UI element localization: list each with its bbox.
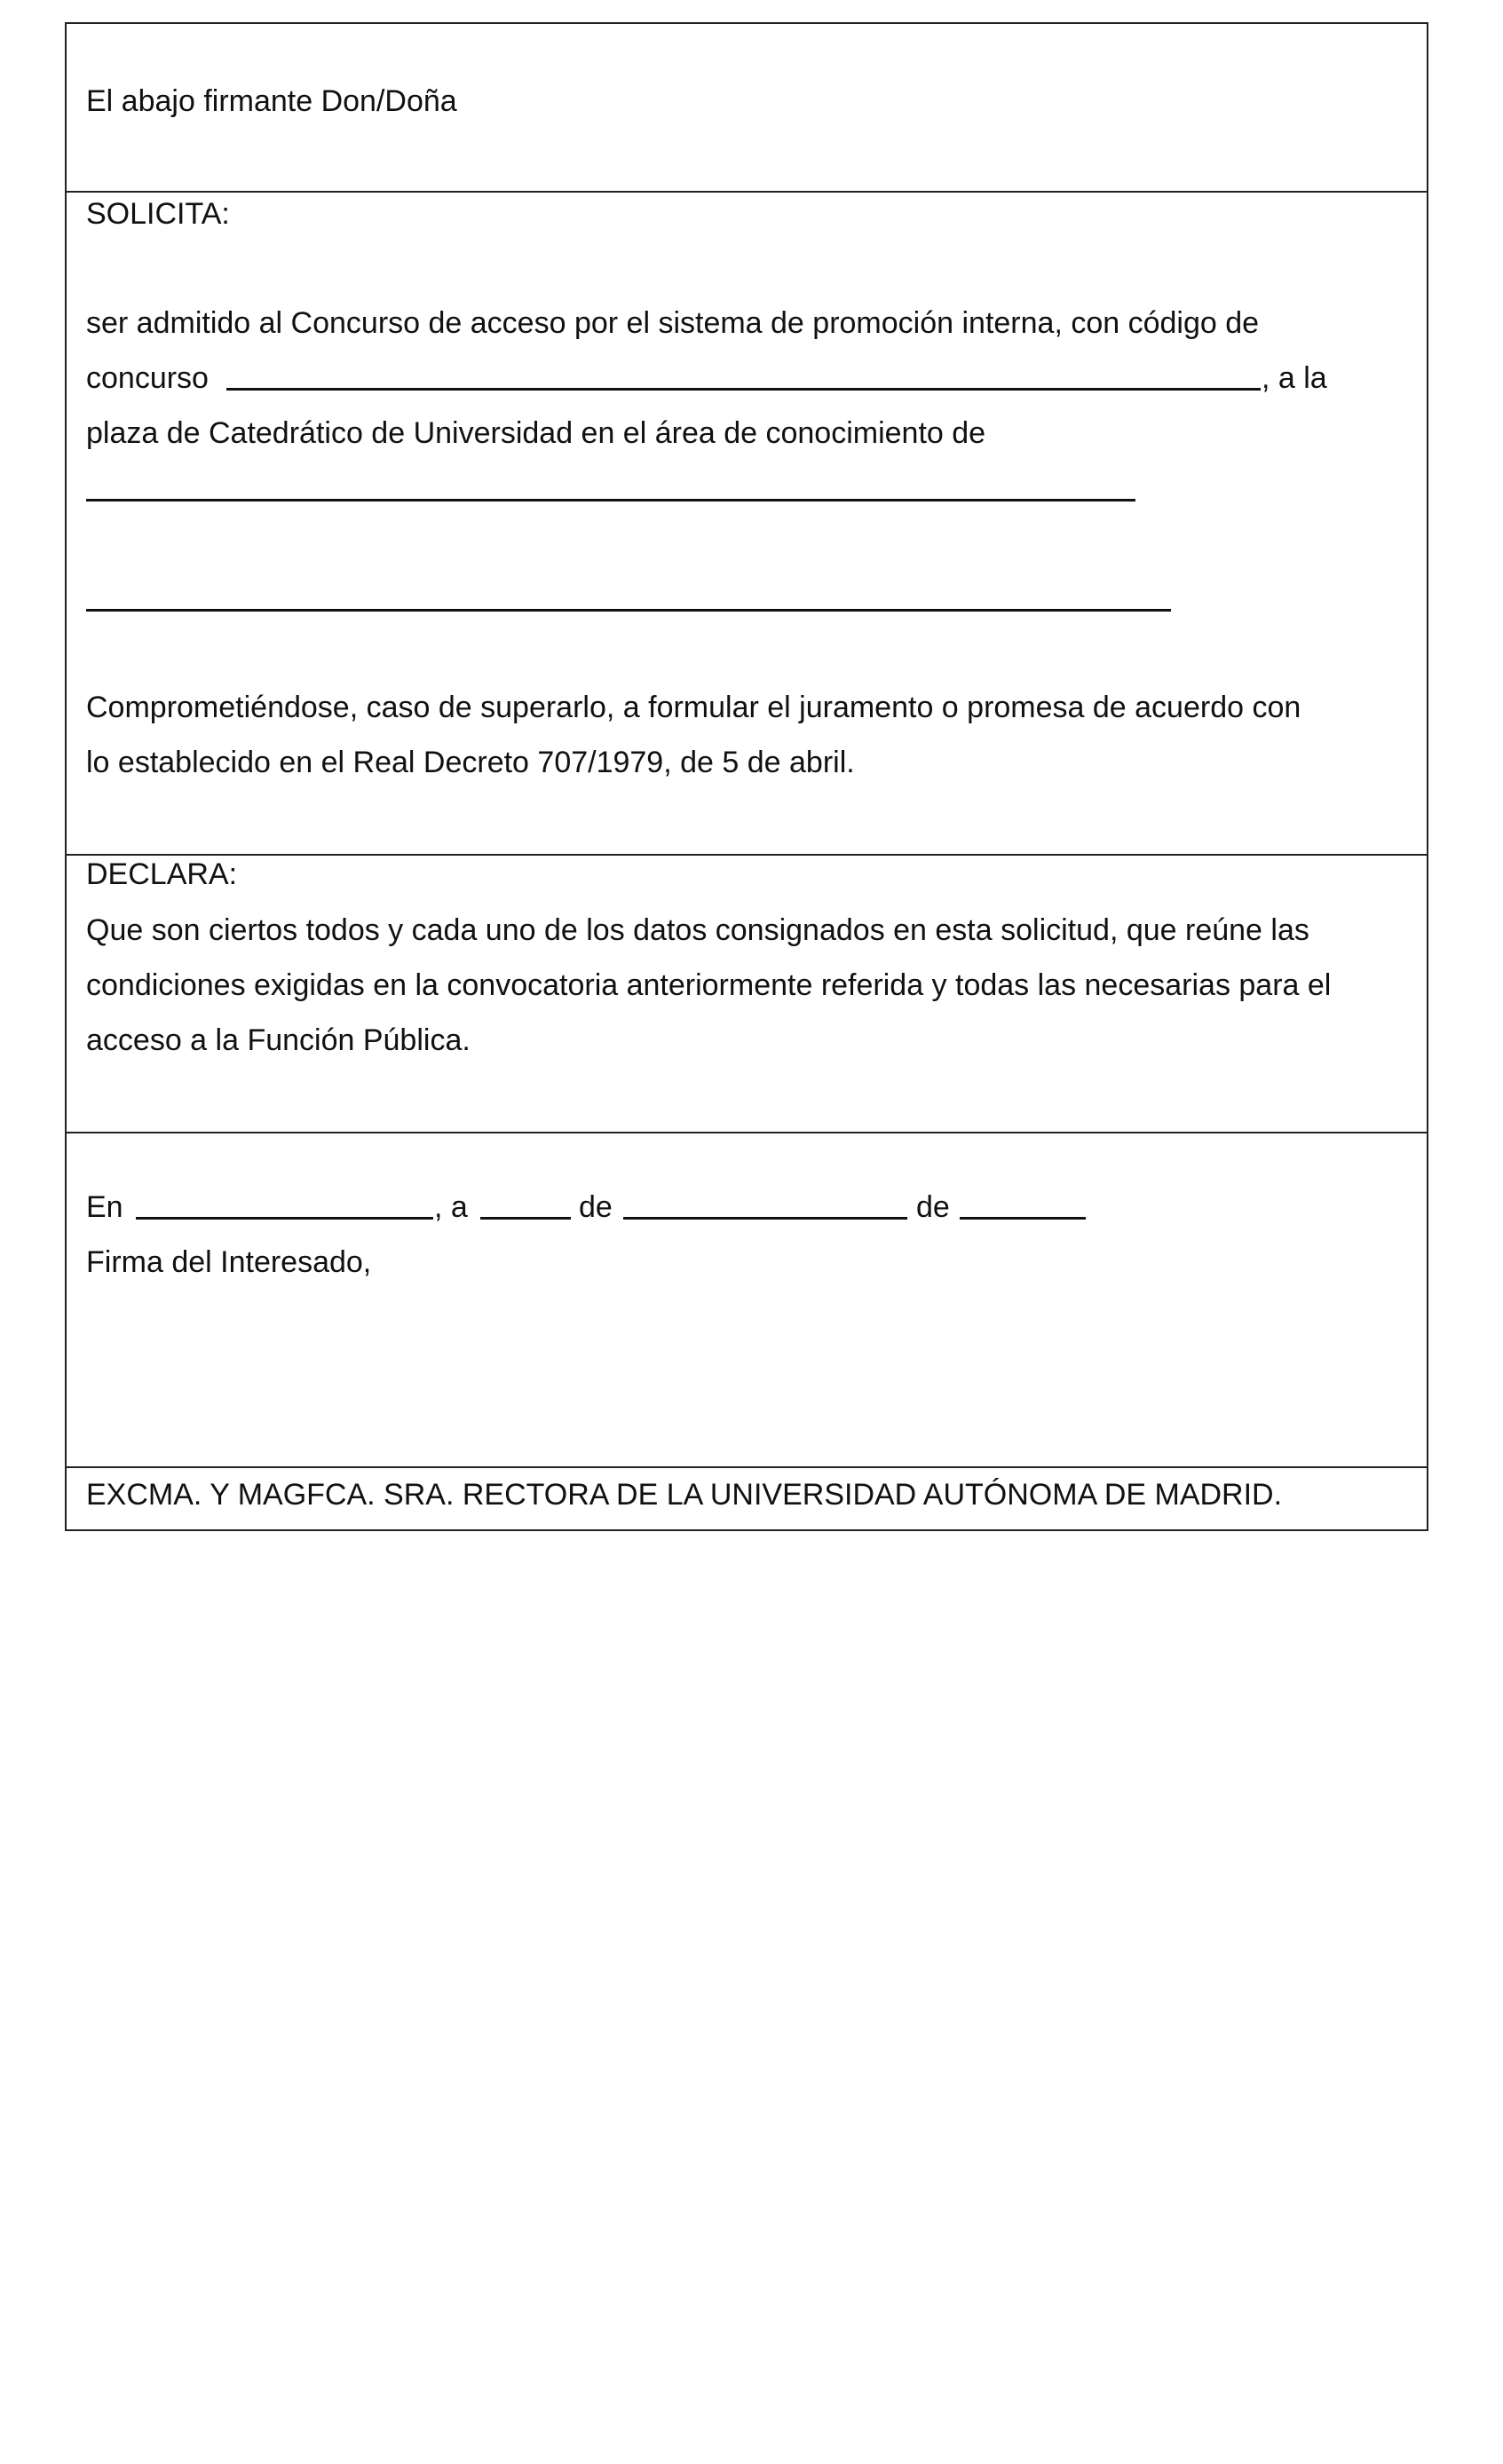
place-blank[interactable]	[136, 1217, 433, 1220]
section-divider	[67, 1132, 1427, 1133]
declara-line-1: Que son ciertos todos y cada uno de los datos consignados en esta solicitud, que reúne las	[86, 913, 1309, 947]
en-label: En	[86, 1190, 123, 1224]
a-label: , a	[434, 1190, 468, 1224]
declara-line-3: acceso a la Función Pública.	[86, 1023, 471, 1057]
declara-heading: DECLARA:	[86, 857, 238, 891]
day-blank[interactable]	[480, 1217, 571, 1220]
a-la-text: , a la	[1262, 361, 1327, 395]
firma-label: Firma del Interesado,	[86, 1245, 372, 1279]
section-divider	[67, 1466, 1427, 1468]
declara-line-2: condiciones exigidas en la convocatoria anteriormente referida y todas las necesarias para el	[86, 968, 1332, 1002]
concurso-code-blank[interactable]	[226, 388, 1261, 391]
area-conocimiento-blank-1[interactable]	[86, 499, 1135, 501]
solicita-heading: SOLICITA:	[86, 197, 230, 231]
recipient-line: EXCMA. Y MAGFCA. SRA. RECTORA DE LA UNIVERSIDAD AUTÓNOMA DE MADRID.	[86, 1478, 1283, 1512]
signer-label: El abajo firmante Don/Doña	[86, 84, 457, 118]
de-label-1: de	[579, 1190, 613, 1224]
concurso-label: concurso	[86, 361, 209, 395]
plaza-line: plaza de Catedrático de Universidad en el área de conocimiento de	[86, 416, 986, 450]
month-blank[interactable]	[623, 1217, 907, 1220]
area-conocimiento-blank-2[interactable]	[86, 609, 1171, 612]
application-form	[65, 22, 1428, 1531]
de-label-2: de	[916, 1190, 950, 1224]
year-blank[interactable]	[960, 1217, 1086, 1220]
solicita-text-line-1: ser admitido al Concurso de acceso por el sistema de promoción interna, con código de	[86, 306, 1260, 340]
compromiso-line-1: Comprometiéndose, caso de superarlo, a formular el juramento o promesa de acuerdo con	[86, 691, 1301, 724]
section-divider	[67, 854, 1427, 856]
compromiso-line-2: lo establecido en el Real Decreto 707/1979, de 5 de abril.	[86, 746, 855, 779]
section-divider	[67, 191, 1427, 193]
